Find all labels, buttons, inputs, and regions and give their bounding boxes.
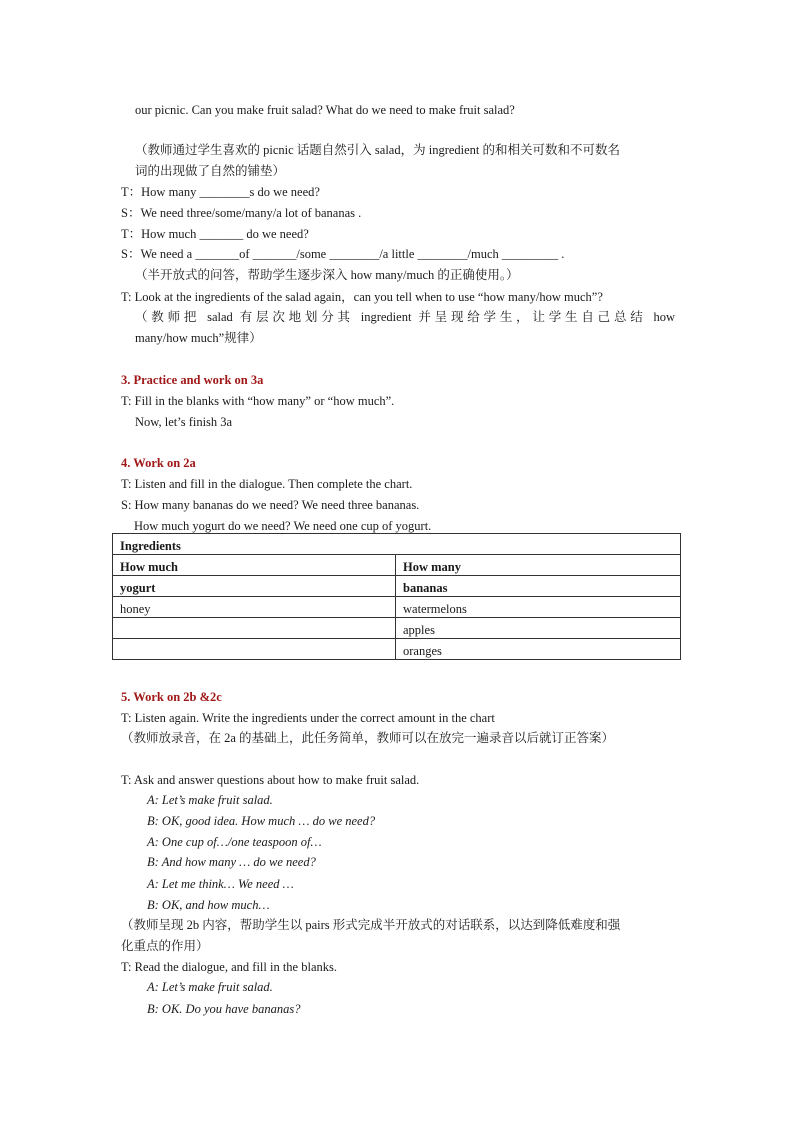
table-header-row xyxy=(113,555,681,576)
table-cell: yogurt xyxy=(113,576,396,597)
dialogue-line: T: Listen again. Write the ingredients under the correct amount in the chart xyxy=(121,711,495,725)
teacher-note: （教师放录音，在 2a 的基础上，此任务简单，教师可以在放完一遍录音以后就订正答案） xyxy=(121,731,615,745)
table-cell xyxy=(113,639,396,660)
table-row xyxy=(113,576,681,597)
table-cell: oranges xyxy=(396,639,681,660)
dialogue-line: S：We need a _______of _______/some ________/a little ________/much _________ . xyxy=(121,247,565,261)
section-heading: 5. Work on 2b &2c xyxy=(121,690,222,704)
dialogue-line: B: OK, good idea. How much … do we need? xyxy=(147,814,376,828)
table-row xyxy=(113,597,681,618)
teacher-note: 词的出现做了自然的铺垫） xyxy=(135,164,286,178)
dialogue-line: B: And how many … do we need? xyxy=(147,855,316,869)
dialogue-line: A: Let’s make fruit salad. xyxy=(147,793,273,807)
dialogue-line: How much yogurt do we need? We need one cup of yogurt. xyxy=(134,519,432,533)
dialogue-line: T: Look at the ingredients of the salad again，can you tell when to use “how many/how much”? xyxy=(121,290,603,304)
dialogue-line: T：How much _______ do we need? xyxy=(121,227,309,241)
dialogue-line: T: Read the dialogue, and fill in the blanks. xyxy=(121,960,337,974)
table-row xyxy=(113,639,681,660)
teacher-note: （教师通过学生喜欢的 picnic 话题自然引入 salad，为 ingredient 的和相关可数和不可数名 xyxy=(135,143,621,157)
table-row xyxy=(113,618,681,639)
teacher-note: （教师把 salad 有层次地划分其 ingredient 并呈现给学生，让学生自己总结 how xyxy=(135,310,675,324)
table-cell: watermelons xyxy=(396,597,681,618)
teacher-note: many/how much”规律） xyxy=(135,331,262,345)
teacher-note: （半开放式的问答，帮助学生逐步深入 how many/much 的正确使用。） xyxy=(135,268,519,282)
section-heading: 4. Work on 2a xyxy=(121,456,196,470)
table-cell: honey xyxy=(113,597,396,618)
dialogue-line: Now, let’s finish 3a xyxy=(135,415,233,429)
header-how-many: How many xyxy=(396,555,681,576)
table-title: Ingredients xyxy=(113,534,681,555)
teacher-note: （教师呈现 2b 内容，帮助学生以 pairs 形式完成半开放式的对话联系，以达到降低难度和强 xyxy=(121,918,621,932)
teacher-note: 化重点的作用） xyxy=(121,939,209,953)
dialogue-line: S: How many bananas do we need? We need three bananas. xyxy=(121,498,420,512)
section-heading: 3. Practice and work on 3a xyxy=(121,373,264,387)
dialogue-line: B: OK. Do you have bananas? xyxy=(147,1002,301,1016)
table-cell: apples xyxy=(396,618,681,639)
dialogue-line: B: OK, and how much… xyxy=(147,898,270,912)
dialogue-line: A: One cup of…/one teaspoon of… xyxy=(147,835,322,849)
table-cell: bananas xyxy=(396,576,681,597)
table-title-row xyxy=(113,534,681,555)
table-cell xyxy=(113,618,396,639)
dialogue-line: A: Let me think… We need … xyxy=(147,877,294,891)
dialogue-line: T：How many ________s do we need? xyxy=(121,185,320,199)
text-line: our picnic. Can you make fruit salad? What do we need to make fruit salad? xyxy=(135,103,515,117)
header-how-much: How much xyxy=(113,555,396,576)
ingredients-table xyxy=(112,533,681,660)
dialogue-line: A: Let’s make fruit salad. xyxy=(147,980,273,994)
dialogue-line: S：We need three/some/many/a lot of bananas . xyxy=(121,206,362,220)
dialogue-line: T: Ask and answer questions about how to make fruit salad. xyxy=(121,773,420,787)
dialogue-line: T: Fill in the blanks with “how many” or “how much”. xyxy=(121,394,395,408)
dialogue-line: T: Listen and fill in the dialogue. Then complete the chart. xyxy=(121,477,413,491)
